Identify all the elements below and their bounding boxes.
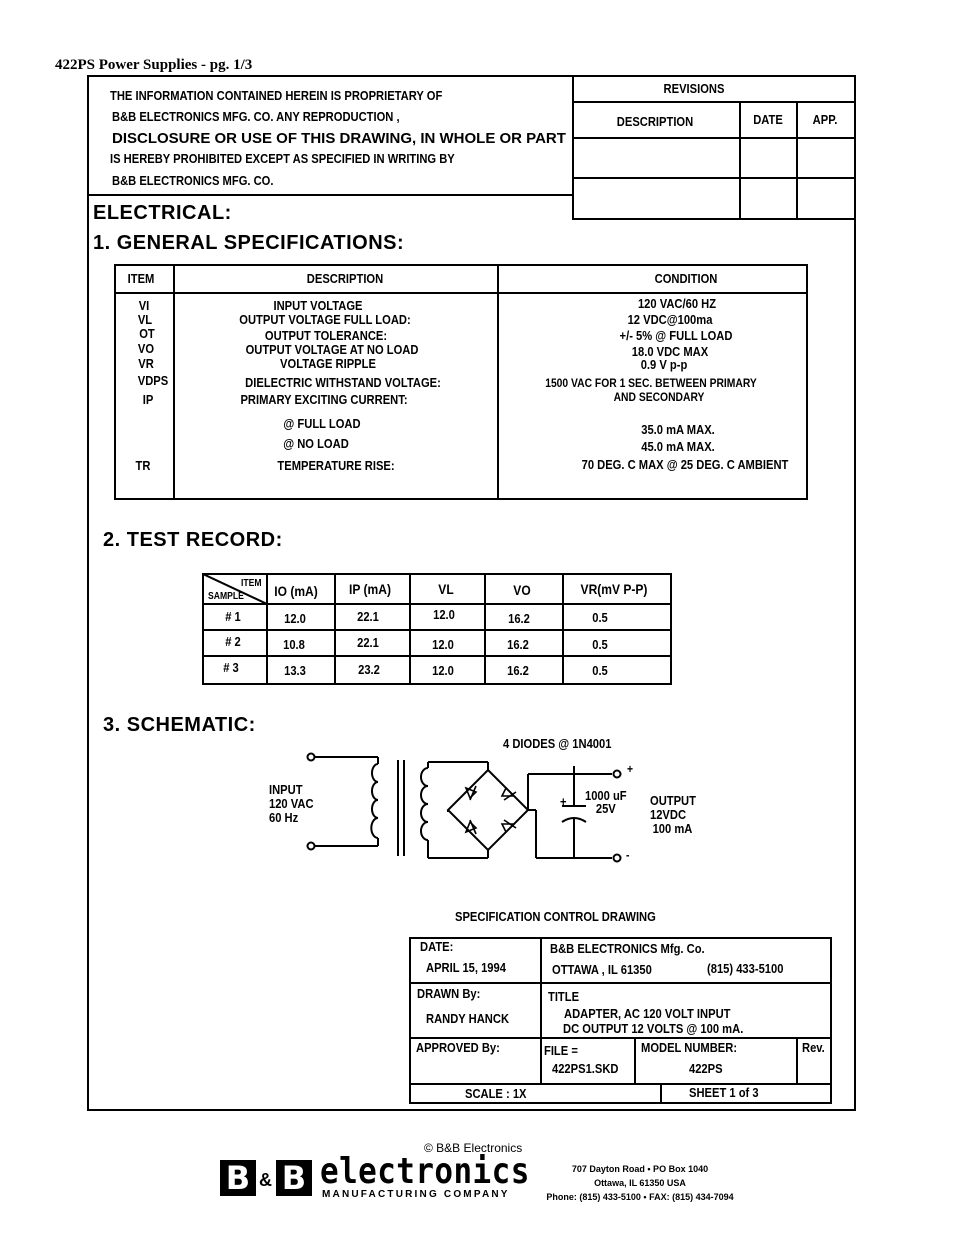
test-sample: # 3 <box>223 660 239 675</box>
spec-header-description: DESCRIPTION <box>306 271 384 286</box>
revisions-title: REVISIONS <box>663 81 725 96</box>
rev-line <box>573 101 855 103</box>
spec-condition: AND SECONDARY <box>613 390 705 404</box>
spec-condition: 0.9 V p-p <box>640 357 688 372</box>
spec-condition: 70 DEG. C MAX @ 25 DEG. C AMBIENT <box>581 457 789 472</box>
schematic-output-label <box>650 794 696 836</box>
schematic-input-line: 120 VAC <box>269 796 314 811</box>
spec-description: TEMPERATURE RISE: <box>277 458 395 473</box>
proprietary-line-1: THE INFORMATION CONTAINED HEREIN IS PROPRIETARY OF <box>110 88 443 103</box>
test-table-col <box>484 574 486 684</box>
test-cell: 12.0 <box>432 663 454 678</box>
test-cell: 16.2 <box>508 611 530 626</box>
revisions-box <box>572 75 856 220</box>
schematic-input-line: INPUT <box>269 782 303 797</box>
section-schematic: 3. SCHEMATIC: <box>103 714 256 736</box>
test-cell: 22.1 <box>357 609 379 624</box>
address-line: Phone: (815) 433-5100 • FAX: (815) 434-7094 <box>546 1192 734 1202</box>
test-cell: 12.0 <box>284 611 306 626</box>
logo-wordmark: electronics <box>320 1151 530 1192</box>
revisions-app-header: APP. <box>812 112 838 127</box>
address-line: Ottawa, IL 61350 USA <box>594 1178 686 1188</box>
test-header: VR(mV P-P) <box>580 581 648 597</box>
test-cell: 0.5 <box>592 663 608 678</box>
rev-col <box>739 102 741 219</box>
spec-description: OUTPUT VOLTAGE AT NO LOAD <box>245 342 419 357</box>
file-label: FILE = <box>544 1043 578 1058</box>
proprietary-line-3: DISCLOSURE OR USE OF THIS DRAWING, IN WHOLE OR PART <box>112 130 566 147</box>
test-corner-item: ITEM <box>241 578 262 589</box>
spec-condition: 35.0 mA MAX. <box>641 422 715 437</box>
schematic-cap-line: 1000 uF <box>585 788 627 803</box>
test-table-col <box>334 574 336 684</box>
title-line-2: DC OUTPUT 12 VOLTS @ 100 mA. <box>563 1021 744 1036</box>
rev-line <box>573 177 855 179</box>
title-block-col <box>540 938 542 1084</box>
section-test-record: 2. TEST RECORD: <box>103 529 283 551</box>
spec-condition: 120 VAC/60 HZ <box>637 296 717 311</box>
spec-condition: +/- 5% @ FULL LOAD <box>619 328 733 343</box>
spec-condition: 1500 VAC FOR 1 SEC. BETWEEN PRIMARY <box>545 376 757 390</box>
test-table-line <box>203 655 671 657</box>
approved-by-label: APPROVED By: <box>416 1040 500 1055</box>
revisions-date-header: DATE <box>753 112 783 127</box>
proprietary-line-2: B&B ELECTRONICS MFG. CO. ANY REPRODUCTION , <box>112 109 400 124</box>
spec-control-drawing-heading: SPECIFICATION CONTROL DRAWING <box>455 909 656 924</box>
spec-description: VOLTAGE RIPPLE <box>280 356 376 371</box>
spec-table-col <box>173 265 175 499</box>
sheet-label: SHEET 1 of 3 <box>689 1085 759 1100</box>
title-line-1: ADAPTER, AC 120 VOLT INPUT <box>564 1006 731 1021</box>
test-cell: 10.8 <box>283 637 305 652</box>
schematic-output-minus: - <box>626 848 630 862</box>
title-block-col <box>660 1084 662 1103</box>
address-line: 707 Dayton Road • PO Box 1040 <box>571 1164 709 1174</box>
model-number-label: MODEL NUMBER: <box>641 1040 738 1055</box>
spec-table-header-line <box>115 292 807 294</box>
test-cell: 16.2 <box>507 663 529 678</box>
test-cell: 0.5 <box>592 610 608 625</box>
divider <box>88 194 572 196</box>
date-label: DATE: <box>420 939 454 954</box>
test-table-col <box>562 574 564 684</box>
file-value: 422PS1.SKD <box>552 1061 619 1076</box>
proprietary-line-5: B&B ELECTRONICS MFG. CO. <box>112 173 274 188</box>
spec-condition: 12 VDC@100ma <box>627 312 713 327</box>
spec-item: VDPS <box>137 373 169 388</box>
spec-item: VI <box>138 298 150 313</box>
test-corner-sample: SAMPLE <box>208 591 244 602</box>
logo-ampersand: & <box>259 1170 272 1190</box>
test-sample: # 1 <box>225 609 241 624</box>
spec-description: INPUT VOLTAGE <box>273 298 363 313</box>
title-label: TITLE <box>548 989 580 1004</box>
company-name: B&B ELECTRONICS Mfg. Co. <box>550 941 705 956</box>
rev-line <box>573 137 855 139</box>
test-cell: 23.2 <box>358 662 380 677</box>
spec-table-col <box>497 265 499 499</box>
test-header: VO <box>513 582 531 598</box>
drawn-by-value: RANDY HANCK <box>426 1011 510 1026</box>
spec-description: OUTPUT TOLERANCE: <box>264 328 388 343</box>
schematic-diagram <box>300 750 640 865</box>
test-sample: # 2 <box>225 634 241 649</box>
spec-header-condition: CONDITION <box>654 271 718 286</box>
logo-b-left: B <box>220 1160 256 1196</box>
test-header: VL <box>438 581 454 597</box>
rev-col <box>796 102 798 219</box>
page-header: 422PS Power Supplies - pg. 1/3 <box>55 57 253 73</box>
spec-description: @ FULL LOAD <box>283 416 361 431</box>
revision-label: Rev. <box>802 1040 825 1055</box>
logo-subtitle: MANUFACTURING COMPANY <box>322 1189 510 1200</box>
spec-description: PRIMARY EXCITING CURRENT: <box>240 392 408 407</box>
schematic-output-plus: + <box>627 762 634 776</box>
company-phone: (815) 433-5100 <box>707 961 784 976</box>
test-cell: 12.0 <box>433 607 455 622</box>
spec-item: IP <box>142 392 154 407</box>
test-table-col <box>409 574 411 684</box>
schematic-input-line: 60 Hz <box>269 810 299 825</box>
spec-item: TR <box>135 458 151 473</box>
logo-b-right: B <box>276 1160 312 1196</box>
date-value: APRIL 15, 1994 <box>426 960 506 975</box>
model-number-value: 422PS <box>689 1061 723 1076</box>
spec-description: @ NO LOAD <box>283 436 349 451</box>
schematic-cap-line: 25V <box>595 801 616 816</box>
schematic-output-line: 100 mA <box>652 821 693 836</box>
test-cell: 22.1 <box>357 635 379 650</box>
revisions-description-header: DESCRIPTION <box>616 114 694 129</box>
spec-item: VO <box>137 341 155 356</box>
company-city: OTTAWA , IL 61350 <box>552 962 652 977</box>
spec-header-item: ITEM <box>127 271 155 286</box>
spec-item: OT <box>139 326 155 341</box>
scale-label: SCALE : 1X <box>465 1086 527 1101</box>
spec-description: DIELECTRIC WITHSTAND VOLTAGE: <box>245 375 441 390</box>
section-general-specifications: 1. GENERAL SPECIFICATIONS: <box>93 232 405 254</box>
test-cell: 16.2 <box>507 637 529 652</box>
title-block-line <box>410 1083 831 1085</box>
test-cell: 12.0 <box>432 637 454 652</box>
spec-description: OUTPUT VOLTAGE FULL LOAD: <box>239 312 411 327</box>
company-address <box>546 1162 733 1204</box>
spec-condition: 18.0 VDC MAX <box>631 344 709 359</box>
test-table-line <box>203 603 671 605</box>
title-block-col <box>634 1038 636 1084</box>
title-block-line <box>410 1037 831 1039</box>
test-cell: 0.5 <box>592 637 608 652</box>
copyright: © B&B Electronics <box>424 1141 523 1155</box>
section-electrical: ELECTRICAL: <box>93 202 232 224</box>
title-block-line <box>410 982 831 984</box>
schematic-cap-plus: + <box>560 794 567 809</box>
test-cell: 13.3 <box>284 663 306 678</box>
test-table-line <box>203 629 671 631</box>
schematic-diodes-label: 4 DIODES @ 1N4001 <box>503 736 612 751</box>
drawn-by-label: DRAWN By: <box>417 986 481 1001</box>
spec-item: VR <box>138 356 154 371</box>
spec-condition: 45.0 mA MAX. <box>641 439 715 454</box>
test-header: IP (mA) <box>349 581 391 597</box>
spec-item: VL <box>137 312 153 327</box>
schematic-output-line: OUTPUT <box>650 793 696 808</box>
title-block-col <box>796 1038 798 1084</box>
proprietary-line-4: IS HEREBY PROHIBITED EXCEPT AS SPECIFIED IN WRITING BY <box>110 151 455 166</box>
schematic-output-line: 12VDC <box>650 807 687 822</box>
test-header: IO (mA) <box>274 583 318 599</box>
